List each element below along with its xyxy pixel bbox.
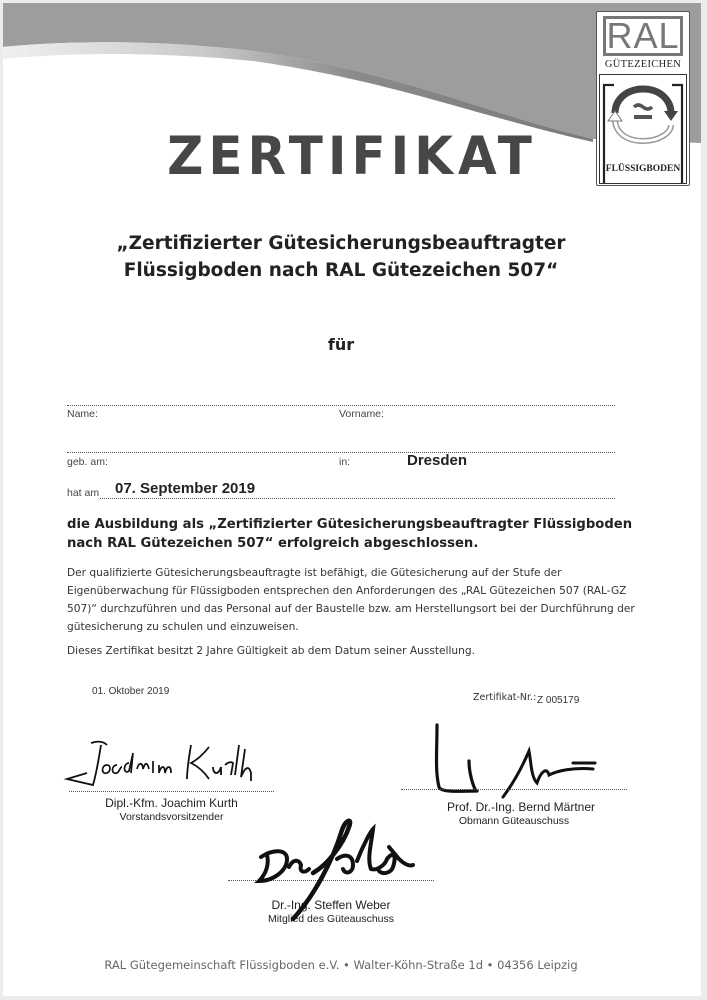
- signature-line-kurth: [69, 791, 274, 792]
- logo-guetezeichen-text: GÜTEZEICHEN: [604, 59, 682, 70]
- geb-row-line: [67, 452, 615, 453]
- in-value: Dresden: [407, 452, 468, 469]
- in-label: in:: [339, 456, 351, 468]
- logo-ral-text: RAL: [603, 16, 683, 56]
- fuer-label: für: [327, 335, 355, 354]
- hat-am-label: hat am: [67, 487, 100, 499]
- description-text: Der qualifizierte Gütesicherungsbeauftragte ist befähigt, die Gütesicherung auf der Stufe der Eigenüberwachung für Flüssigboden entsprechen den Anforderungen des „RAL Gütezeichen 507 (RAL-GZ 507)“ durchzuführen und das Personal auf der Baustelle bzw. am Herstellungsort bei der Durchführung der gütesicherung zu schulen und einzuweisen.: [67, 567, 635, 633]
- certificate-title: ZERTIFIKAT: [167, 125, 537, 187]
- signatory-name-weber: Dr.-Ing. Steffen Weber: [271, 898, 391, 912]
- signature-weber: [253, 815, 423, 925]
- certificate-page: [3, 3, 701, 996]
- subtitle-line-1: „Zertifizierter Gütesicherungsbeauftragter: [116, 233, 566, 254]
- cert-number-value: Z 005179: [537, 695, 580, 706]
- validity-text: Dieses Zertifikat besitzt 2 Jahre Gültigkeit ab dem Datum seiner Ausstellung.: [67, 645, 475, 657]
- issue-date: 01. Oktober 2019: [92, 686, 170, 697]
- hat-am-line: [100, 498, 615, 499]
- signatory-name-kurth: Dipl.-Kfm. Joachim Kurth: [105, 796, 238, 810]
- signatory-role-kurth: Vorstandsvorsitzender: [119, 811, 224, 823]
- footer-address: RAL Gütegemeinschaft Flüssigboden e.V. • Walter-Köhn-Straße 1d • 04356 Leipzig: [104, 958, 578, 972]
- signatory-role-weber: Mitglied des Güteauschuss: [267, 913, 395, 925]
- signatory-role-maertner: Obmann Güteauschuss: [458, 815, 570, 827]
- vorname-label: Vorname:: [339, 408, 384, 420]
- subtitle-line-2: Flüssigboden nach RAL Gütezeichen 507“: [123, 260, 559, 281]
- hat-am-value: 07. September 2019: [115, 480, 256, 497]
- signature-kurth: [63, 735, 293, 795]
- signatory-name-maertner: Prof. Dr.-Ing. Bernd Märtner: [446, 800, 596, 814]
- geb-am-label: geb. am:: [67, 456, 108, 468]
- name-label: Name:: [67, 408, 98, 420]
- logo-fluessigboden-text: FLÜSSIGBODEN: [605, 164, 681, 174]
- completion-text: die Ausbildung als „Zertifizierter Gütesicherungsbeauftragter Flüssigboden nach RAL Gütezeichen 507“ erfolgreich abgeschlossen.: [67, 517, 633, 551]
- certificate-subtitle: [3, 230, 679, 284]
- cert-number-label: Zertifikat-Nr.:: [473, 692, 537, 703]
- name-row-line: [67, 405, 615, 406]
- signature-line-maertner: [401, 789, 627, 790]
